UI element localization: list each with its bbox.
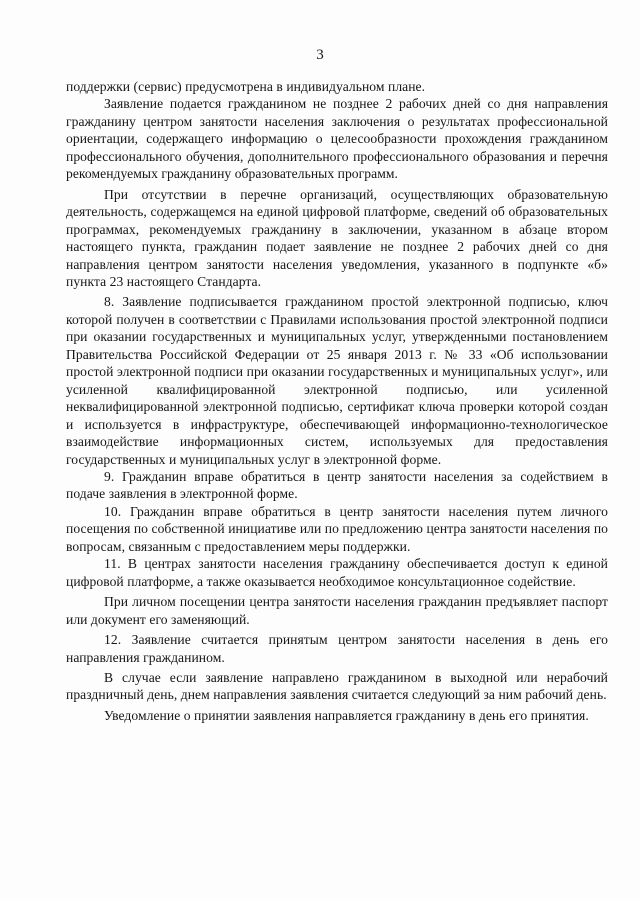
paragraph-9-assistance: 9. Гражданин вправе обратиться в центр занятости населения за содействием в подаче заявления в электронной форме. [66, 468, 608, 502]
paragraph-notification: Уведомление о принятии заявления направляется гражданину в день его принятия. [104, 707, 589, 723]
paragraph-10-personal-visit: 10. Гражданин вправе обратиться в центр занятости населения путем личного посещения по собственной инициативе или по предложению центра занятости населения по вопросам, связанным с предоставлением меры поддержки. [66, 503, 608, 554]
paragraph-passport: При личном посещении центра занятости населения гражданин предъявляет паспорт или документ его заменяющий. [66, 594, 608, 627]
paragraph-12-accepted: 12. Заявление считается принятым центром занятости населения в день его направления гражданином. [66, 632, 608, 665]
paragraph-8-signature: 8. Заявление подписывается гражданином простой электронной подписью, ключ которой получен в соответствии с Правилами использования простой электронной подписи при оказании государственных и муниципальных услуг, утвержденными постановлением Правительства Российской Федерации от 25 января 2013 г. № 33 «Об использовании простой электронной подписи при оказании государственных и муниципальных услуг», или усиленной квалифицированной электронной подписью, или усиленной неквалифицированной электронной подписью, сертификат ключа проверки которой создан и используется в инфраструктуре, обеспечивающей информационно-технологическое взаимодействие информационных систем, используемых для предоставления государственных и муниципальных услуг в электронной форме. [66, 294, 608, 467]
page-number: 3 [316, 47, 324, 63]
paragraph-holiday: В случае если заявление направлено гражданином в выходной или нерабочий праздничный день, днем направления заявления считается следующий за ним рабочий день. [66, 669, 608, 703]
paragraph-continuation: поддержки (сервис) предусмотрена в индивидуальном плане. [66, 79, 426, 94]
paragraph-absent-programs: При отсутствии в перечне организаций, осуществляющих образовательную деятельность, содержащемся на единой цифровой платформе, сведений об образовательных программах, рекомендуемых гражданину в заключении, указанном в абзаце втором настоящего пункта, гражданин подает заявление не позднее 2 рабочих дней со дня направления центром занятости населения уведомления, указанного в подпункте «б» пункта 23 настоящего Стандарта. [66, 186, 608, 289]
document-body [66, 78, 608, 724]
paragraph-11-platform-access: 11. В центрах занятости населения гражданину обеспечивается доступ к единой цифровой платформе, а также оказывается необходимое консультационное содействие. [66, 556, 608, 589]
paragraph-application-deadline: Заявление подается гражданином не позднее 2 рабочих дней со дня направления гражданину центром занятости населения заключения о результатах профессиональной ориентации, содержащего информацию о целесообразности прохождения гражданином профессионального обучения, дополнительного профессионального образования и перечня рекомендуемых гражданину образовательных программ. [66, 96, 608, 182]
